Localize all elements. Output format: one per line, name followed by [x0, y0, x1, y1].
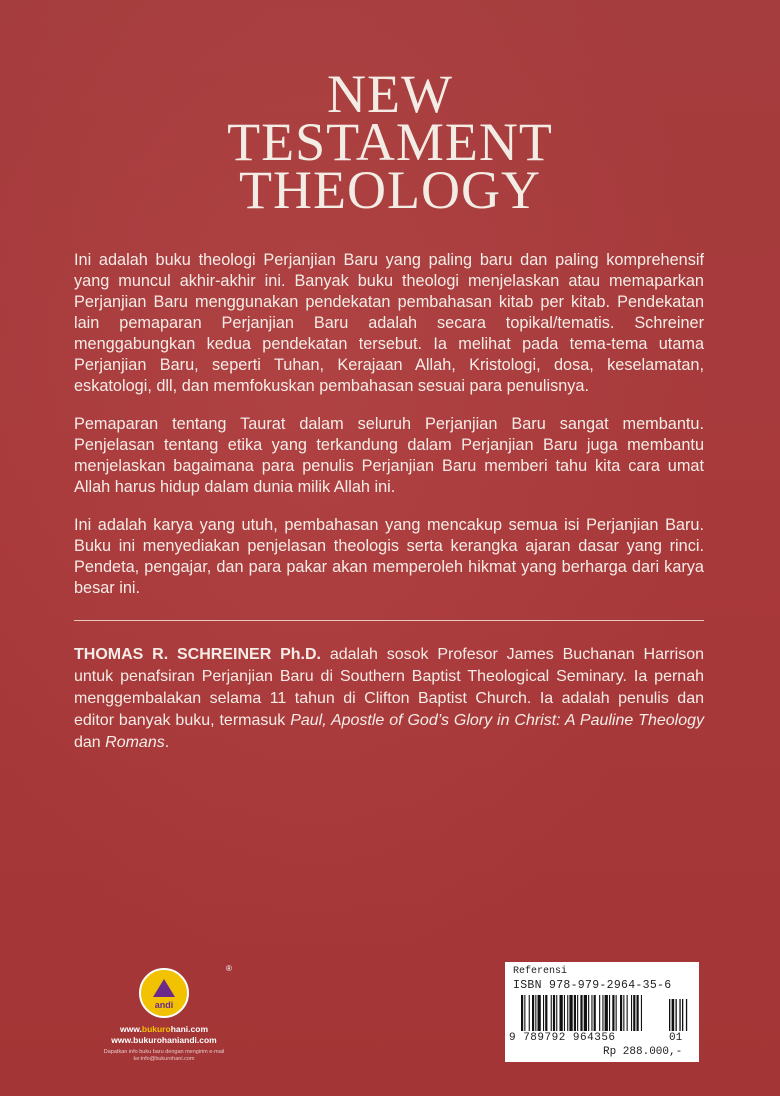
logo-word: andi: [154, 1000, 174, 1010]
barcode-addon: 01: [669, 1032, 683, 1044]
url-prefix: www.: [119, 1024, 142, 1034]
book-reference-2: Romans: [105, 734, 165, 751]
publisher-url-1[interactable]: [74, 1024, 254, 1035]
book-title: [0, 64, 780, 220]
author-bio-text-3: .: [164, 734, 170, 751]
author-name: THOMAS R. SCHREINER Ph.D.: [74, 646, 321, 663]
divider: [74, 620, 704, 621]
blurb-paragraph-2: Pemaparan tentang Taurat dalam seluruh Perjanjian Baru sangat membantu. Penjelasan tentang etika yang terkandung dalam Perjanjian Baru juga membantu menjelaskan bagaimana para penulis Perjanjian Baru memberi tahu kita cara umat Allah harus hidup dalam dunia milik Allah ini.: [74, 415, 704, 496]
title-line-1: NEW: [327, 64, 453, 124]
title-line-3: THEOLOGY: [239, 160, 541, 220]
blurb-paragraph-1: Ini adalah buku theologi Perjanjian Baru yang paling baru dan paling komprehensif yang muncul akhir-akhir ini. Banyak buku theologi menjelaskan atau memaparkan Perjanjian Baru menggunakan pendekatan pembahasan kitab per kitab. Pendekatan lain pemaparan Perjanjian Baru adalah secara topikal/tematis. Schreiner menggabungkan kedua pendekatan tersebut. Ia melihat pada tema-tema utama Perjanjian Baru, seperti Tuhan, Kerajaan Allah, Kristologi, dosa, keselamatan, eskatologi, dll, dan memfokuskan pembahasan sesuai para penulisnya.: [74, 251, 704, 395]
barcode-icon: [511, 995, 693, 1033]
isbn-text: ISBN 978-979-2964-35-6: [513, 979, 672, 992]
category-label: Referensi: [513, 966, 568, 977]
publisher-block: [74, 964, 254, 1063]
andi-logo-icon: [139, 968, 189, 1018]
price: Rp 288.000,-: [603, 1046, 683, 1058]
publisher-url-2[interactable]: www.bukurohaniandi.com: [111, 1035, 217, 1045]
blurb: [74, 250, 704, 616]
blurb-paragraph-3: Ini adalah karya yang utuh, pembahasan yang mencakup semua isi Perjanjian Baru. Buku ini menyediakan penjelasan theologis serta kerangka ajaran dasar yang rinci. Pendeta, pengajar, dan para pakar akan memperoleh hikmat yang berharga dari karya besar ini.: [74, 516, 704, 597]
publisher-note: Dapatkan info buku baru dengan mengirim e-mail ke:info@bukurohani.com: [103, 1049, 225, 1062]
url-suffix: hani.com: [170, 1024, 208, 1034]
title-line-2: TESTAMENT: [227, 112, 553, 172]
author-bio: [74, 644, 704, 754]
registered-mark: ®: [226, 964, 232, 973]
author-bio-text-2: dan: [74, 734, 106, 751]
barcode-digits: 9 789792 964356: [509, 1032, 616, 1044]
url-highlight: bukuro: [141, 1024, 171, 1034]
book-reference-1: Paul, Apostle of God’s Glory in Christ: A Pauline Theology: [290, 712, 705, 729]
barcode-label: [505, 962, 699, 1062]
author-bio-text-1: adalah sosok Profesor James Buchanan Harrison untuk penafsiran Perjanjian Baru di Southern Baptist Theological Seminary. Ia pernah menggembalakan selama 11 tahun di Clifton Baptist Church. Ia adalah penulis dan editor banyak buku, termasuk: [74, 646, 704, 729]
